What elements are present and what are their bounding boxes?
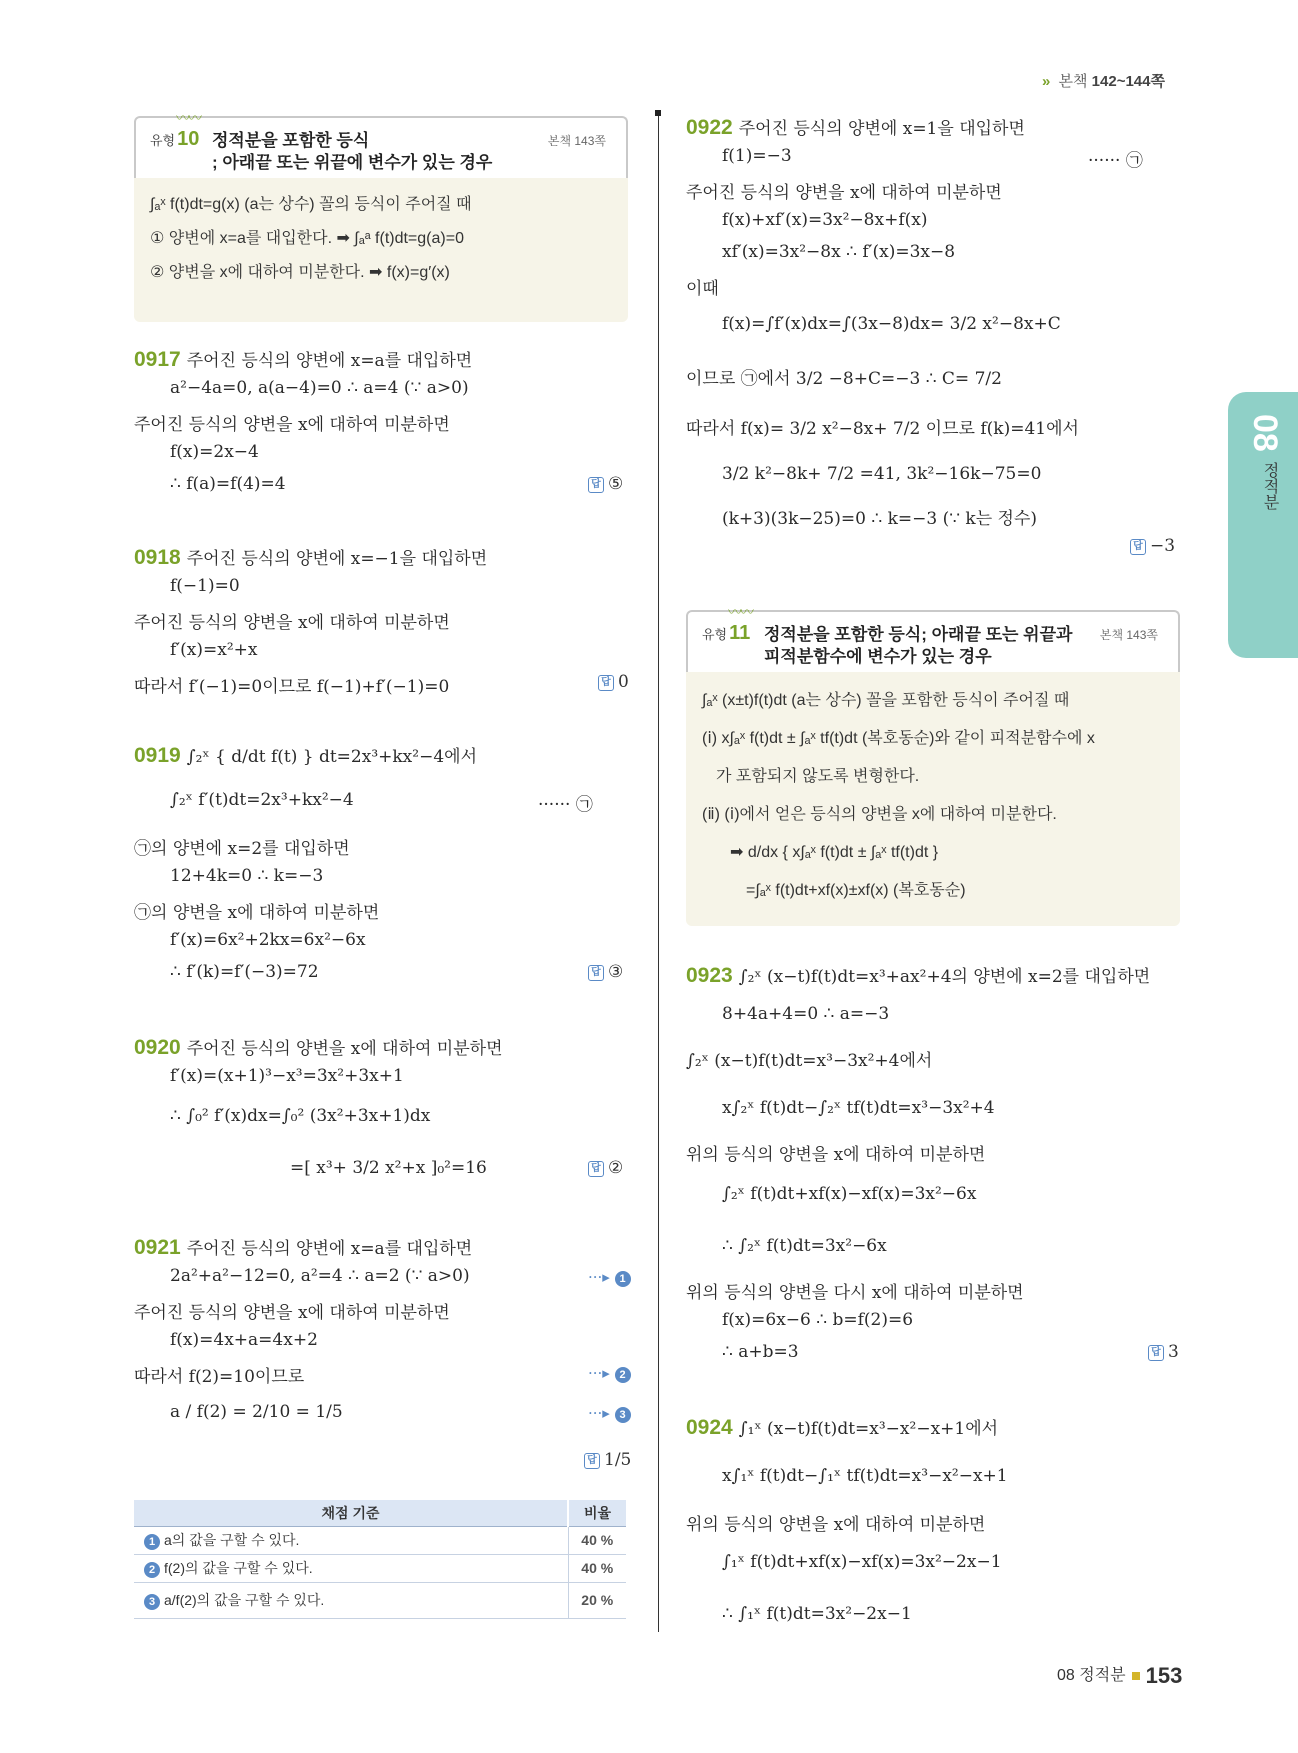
- problem-0923-line-2: 8+4a+4=0 ∴ a=−3: [722, 1004, 890, 1024]
- problem-0921-line-3: 주어진 등식의 양변을 x에 대하여 미분하면: [134, 1303, 450, 1323]
- type10-ref: 본책 143쪽: [547, 134, 606, 148]
- problem-0922-line-10: 3/2 k²−8k+ 7/2 =41, 3k²−16k−75=0: [722, 464, 1042, 484]
- ref-label: 본책: [1058, 73, 1088, 90]
- info-line: 가 포함되지 않도록 변형한다.: [716, 768, 920, 785]
- answer-0923: 답 3: [1148, 1342, 1179, 1362]
- answer-0920: 답 ②: [588, 1158, 623, 1178]
- info-line: =∫ₐˣ f(t)dt+xf(x)±xf(x) (복호동순): [746, 882, 966, 899]
- problem-0921-line-5: 따라서 f(2)=10이므로: [134, 1367, 305, 1387]
- problem-0917-line-1: 0917 주어진 등식의 양변에 x=a를 대입하면: [134, 348, 473, 371]
- page-footer: [1057, 1662, 1182, 1689]
- type11-title: 정적분을 포함한 등식; 아래끝 또는 위끝과 피적분함수에 변수가 있는 경우: [764, 625, 1073, 666]
- scoring-criteria-table: [134, 1500, 626, 1619]
- problem-0921-line-1: 0921 주어진 등식의 양변에 x=a를 대입하면: [134, 1236, 473, 1259]
- problem-0922-line-6: 이때: [686, 279, 719, 299]
- ref-pages: 142~144쪽: [1091, 73, 1165, 90]
- ratio-header: 비율: [568, 1500, 626, 1526]
- answer-0918: 답 0: [598, 672, 629, 692]
- problem-0920-line-2: f′(x)=(x+1)³−x³=3x²+3x+1: [170, 1066, 404, 1086]
- type10-title: 정적분을 포함한 등식 ; 아래끝 또는 위끝에 변수가 있는 경우: [212, 131, 493, 172]
- page-number: 153: [1145, 1662, 1183, 1688]
- problem-0924-line-1: 0924 ∫₁ˣ (x−t)f(t)dt=x³−x²−x+1에서: [686, 1416, 999, 1439]
- info-line: ➡ d/dx { x∫ₐˣ f(t)dt ± ∫ₐˣ tf(t)dt }: [730, 844, 939, 861]
- answer-0922: 답 −3: [1130, 536, 1175, 556]
- problem-0919-line-6: f′(x)=6x²+2kx=6x²−6x: [170, 930, 366, 950]
- type11-ref: 본책 143쪽: [1099, 628, 1158, 642]
- info-line: ∫ₐˣ f(t)dt=g(x) (a는 상수) 꼴의 등식이 주어질 때: [150, 196, 472, 213]
- answer-0921: 답 1/5: [584, 1450, 631, 1470]
- answer-box-icon: 답: [588, 965, 604, 981]
- problem-0921-line-6: a / f(2) = 2/10 = 1/5: [170, 1402, 343, 1422]
- problem-0924-line-5: ∴ ∫₁ˣ f(t)dt=3x²−2x−1: [722, 1604, 912, 1624]
- page-reference: [1042, 70, 1165, 91]
- problem-0923-line-9: f(x)=6x−6 ∴ b=f(2)=6: [722, 1310, 914, 1330]
- problem-0924-line-2: x∫₁ˣ f(t)dt−∫₁ˣ tf(t)dt=x³−x²−x+1: [722, 1466, 1008, 1486]
- problem-0919-line-7: ∴ f′(k)=f′(−3)=72: [170, 962, 319, 982]
- problem-0917-line-2: a²−4a=0, a(a−4)=0 ∴ a=4 (∵ a>0): [170, 378, 469, 398]
- problem-0918-line-1: 0918 주어진 등식의 양변에 x=−1을 대입하면: [134, 546, 488, 569]
- problem-0920-line-1: 0920 주어진 등식의 양변을 x에 대하여 미분하면: [134, 1036, 503, 1059]
- answer-0917: 답 ⑤: [588, 474, 623, 494]
- info-line: ① 양변에 x=a를 대입한다. ➡ ∫ₐᵃ f(t)dt=g(a)=0: [150, 230, 464, 247]
- answer-box-icon: 답: [1148, 1345, 1164, 1361]
- problem-0922-tag: ······ ㉠: [1088, 151, 1143, 171]
- problem-0922-line-1: 0922 주어진 등식의 양변에 x=1을 대입하면: [686, 116, 1025, 139]
- divider-dot: [655, 110, 661, 116]
- problem-0923-line-10: ∴ a+b=3: [722, 1342, 799, 1362]
- footer-chapter: 08 정적분: [1057, 1667, 1126, 1684]
- type10-header: [134, 110, 628, 178]
- step-marker-1: ···▸ 1: [588, 1268, 631, 1287]
- info-line: ∫ₐˣ (x±t)f(t)dt (a는 상수) 꼴을 포함한 등식이 주어질 때: [702, 692, 1070, 709]
- problem-0919-line-5: ㉠의 양변을 x에 대하여 미분하면: [134, 903, 380, 923]
- problem-0923-line-4: x∫₂ˣ f(t)dt−∫₂ˣ tf(t)dt=x³−3x²+4: [722, 1098, 995, 1118]
- problem-0918-line-3: 주어진 등식의 양변을 x에 대하여 미분하면: [134, 613, 450, 633]
- double-chevron-right-icon: »: [1042, 73, 1051, 90]
- answer-0919: 답 ③: [588, 962, 623, 982]
- problem-0923-line-3: ∫₂ˣ (x−t)f(t)dt=x³−3x²+4에서: [686, 1051, 933, 1071]
- criteria-header: 채점 기준: [134, 1500, 568, 1526]
- type11-badge: 유형 11: [702, 622, 751, 644]
- problem-0922-line-4: f(x)+xf′(x)=3x²−8x+f(x): [722, 210, 928, 230]
- type10-badge: 유형 10: [150, 128, 200, 150]
- problem-0919-line-1: 0919 ∫₂ˣ { d/dt f(t) } dt=2x³+kx²−4에서: [134, 744, 477, 767]
- step-marker-2: ···▸ 2: [588, 1364, 631, 1383]
- type10-info: [134, 178, 628, 322]
- type11-header: [686, 604, 1180, 672]
- column-divider: [658, 112, 659, 1632]
- problem-0922-line-7: f(x)=∫f′(x)dx=∫(3x−8)dx= 3/2 x²−8x+C: [722, 314, 1061, 334]
- problem-0923-line-6: ∫₂ˣ f(t)dt+xf(x)−xf(x)=3x²−6x: [722, 1184, 977, 1204]
- answer-box-icon: 답: [588, 477, 604, 493]
- problem-0920-line-3: ∴ ∫₀² f′(x)dx=∫₀² (3x²+3x+1)dx: [170, 1106, 431, 1126]
- problem-0917-line-5: ∴ f(a)=f(4)=4: [170, 474, 286, 494]
- problem-0922-line-9: 따라서 f(x)= 3/2 x²−8x+ 7/2 이므로 f(k)=41에서: [686, 419, 1079, 439]
- answer-box-icon: 답: [588, 1161, 604, 1177]
- problem-0918-line-4: f′(x)=x²+x: [170, 640, 258, 660]
- answer-box-icon: 답: [584, 1453, 600, 1469]
- problem-0919-line-4: 12+4k=0 ∴ k=−3: [170, 866, 324, 886]
- problem-0922-line-11: (k+3)(3k−25)=0 ∴ k=−3 (∵ k는 정수): [722, 509, 1038, 529]
- step-marker-3: ···▸ 3: [588, 1404, 631, 1423]
- answer-box-icon: 답: [598, 675, 614, 691]
- problem-0919-line-3: ㉠의 양변에 x=2를 대입하면: [134, 839, 350, 859]
- problem-0921-line-4: f(x)=4x+a=4x+2: [170, 1330, 318, 1350]
- table-row: 3 a/f(2)의 값을 구할 수 있다. 20 %: [134, 1582, 626, 1618]
- zigzag-icon: 〰〰: [728, 604, 752, 620]
- chapter-side-tab: [1228, 392, 1298, 658]
- problem-0922-line-5: xf′(x)=3x²−8x ∴ f′(x)=3x−8: [722, 242, 956, 262]
- problem-0917-line-4: f(x)=2x−4: [170, 442, 259, 462]
- problem-0918-line-5: 따라서 f′(−1)=0이므로 f(−1)+f′(−1)=0: [134, 677, 450, 697]
- info-line: ② 양변을 x에 대하여 미분한다. ➡ f(x)=g′(x): [150, 264, 450, 281]
- problem-0924-line-3: 위의 등식의 양변을 x에 대하여 미분하면: [686, 1515, 986, 1535]
- problem-0917-line-3: 주어진 등식의 양변을 x에 대하여 미분하면: [134, 415, 450, 435]
- problem-0924-line-4: ∫₁ˣ f(t)dt+xf(x)−xf(x)=3x²−2x−1: [722, 1552, 1002, 1572]
- problem-0923-line-8: 위의 등식의 양변을 다시 x에 대하여 미분하면: [686, 1283, 1024, 1303]
- answer-box-icon: 답: [1130, 539, 1146, 555]
- info-line: (ⅱ) (ⅰ)에서 얻은 등식의 양변을 x에 대하여 미분한다.: [702, 806, 1057, 823]
- problem-0919-line-2: ∫₂ˣ f′(t)dt=2x³+kx²−4: [170, 790, 354, 810]
- square-bullet-icon: [1132, 1672, 1140, 1680]
- chapter-name: 정적분: [1261, 462, 1278, 510]
- type11-info: [686, 672, 1180, 926]
- zigzag-icon: 〰〰: [176, 110, 200, 126]
- problem-0922-line-3: 주어진 등식의 양변을 x에 대하여 미분하면: [686, 183, 1002, 203]
- problem-0922-line-8: 이므로 ㉠에서 3/2 −8+C=−3 ∴ C= 7/2: [686, 369, 1002, 389]
- table-row: 2 f(2)의 값을 구할 수 있다. 40 %: [134, 1554, 626, 1582]
- table-row: 1 a의 값을 구할 수 있다. 40 %: [134, 1526, 626, 1554]
- chapter-number: 08: [1246, 414, 1284, 452]
- problem-0921-line-2: 2a²+a²−12=0, a²=4 ∴ a=2 (∵ a>0): [170, 1266, 470, 1286]
- problem-0923-line-1: 0923 ∫₂ˣ (x−t)f(t)dt=x³+ax²+4의 양변에 x=2를 대입하면: [686, 964, 1151, 987]
- info-line: (ⅰ) x∫ₐˣ f(t)dt ± ∫ₐˣ tf(t)dt (복호동순)와 같이 피적분함수에 x: [702, 730, 1095, 747]
- problem-0919-tag: ······ ㉠: [538, 795, 593, 815]
- problem-0922-line-2: f(1)=−3: [722, 146, 792, 166]
- problem-0920-line-4: =[ x³+ 3/2 x²+x ]₀²=16: [290, 1158, 487, 1178]
- problem-0923-line-5: 위의 등식의 양변을 x에 대하여 미분하면: [686, 1145, 986, 1165]
- problem-0918-line-2: f(−1)=0: [170, 576, 240, 596]
- problem-0923-line-7: ∴ ∫₂ˣ f(t)dt=3x²−6x: [722, 1236, 887, 1256]
